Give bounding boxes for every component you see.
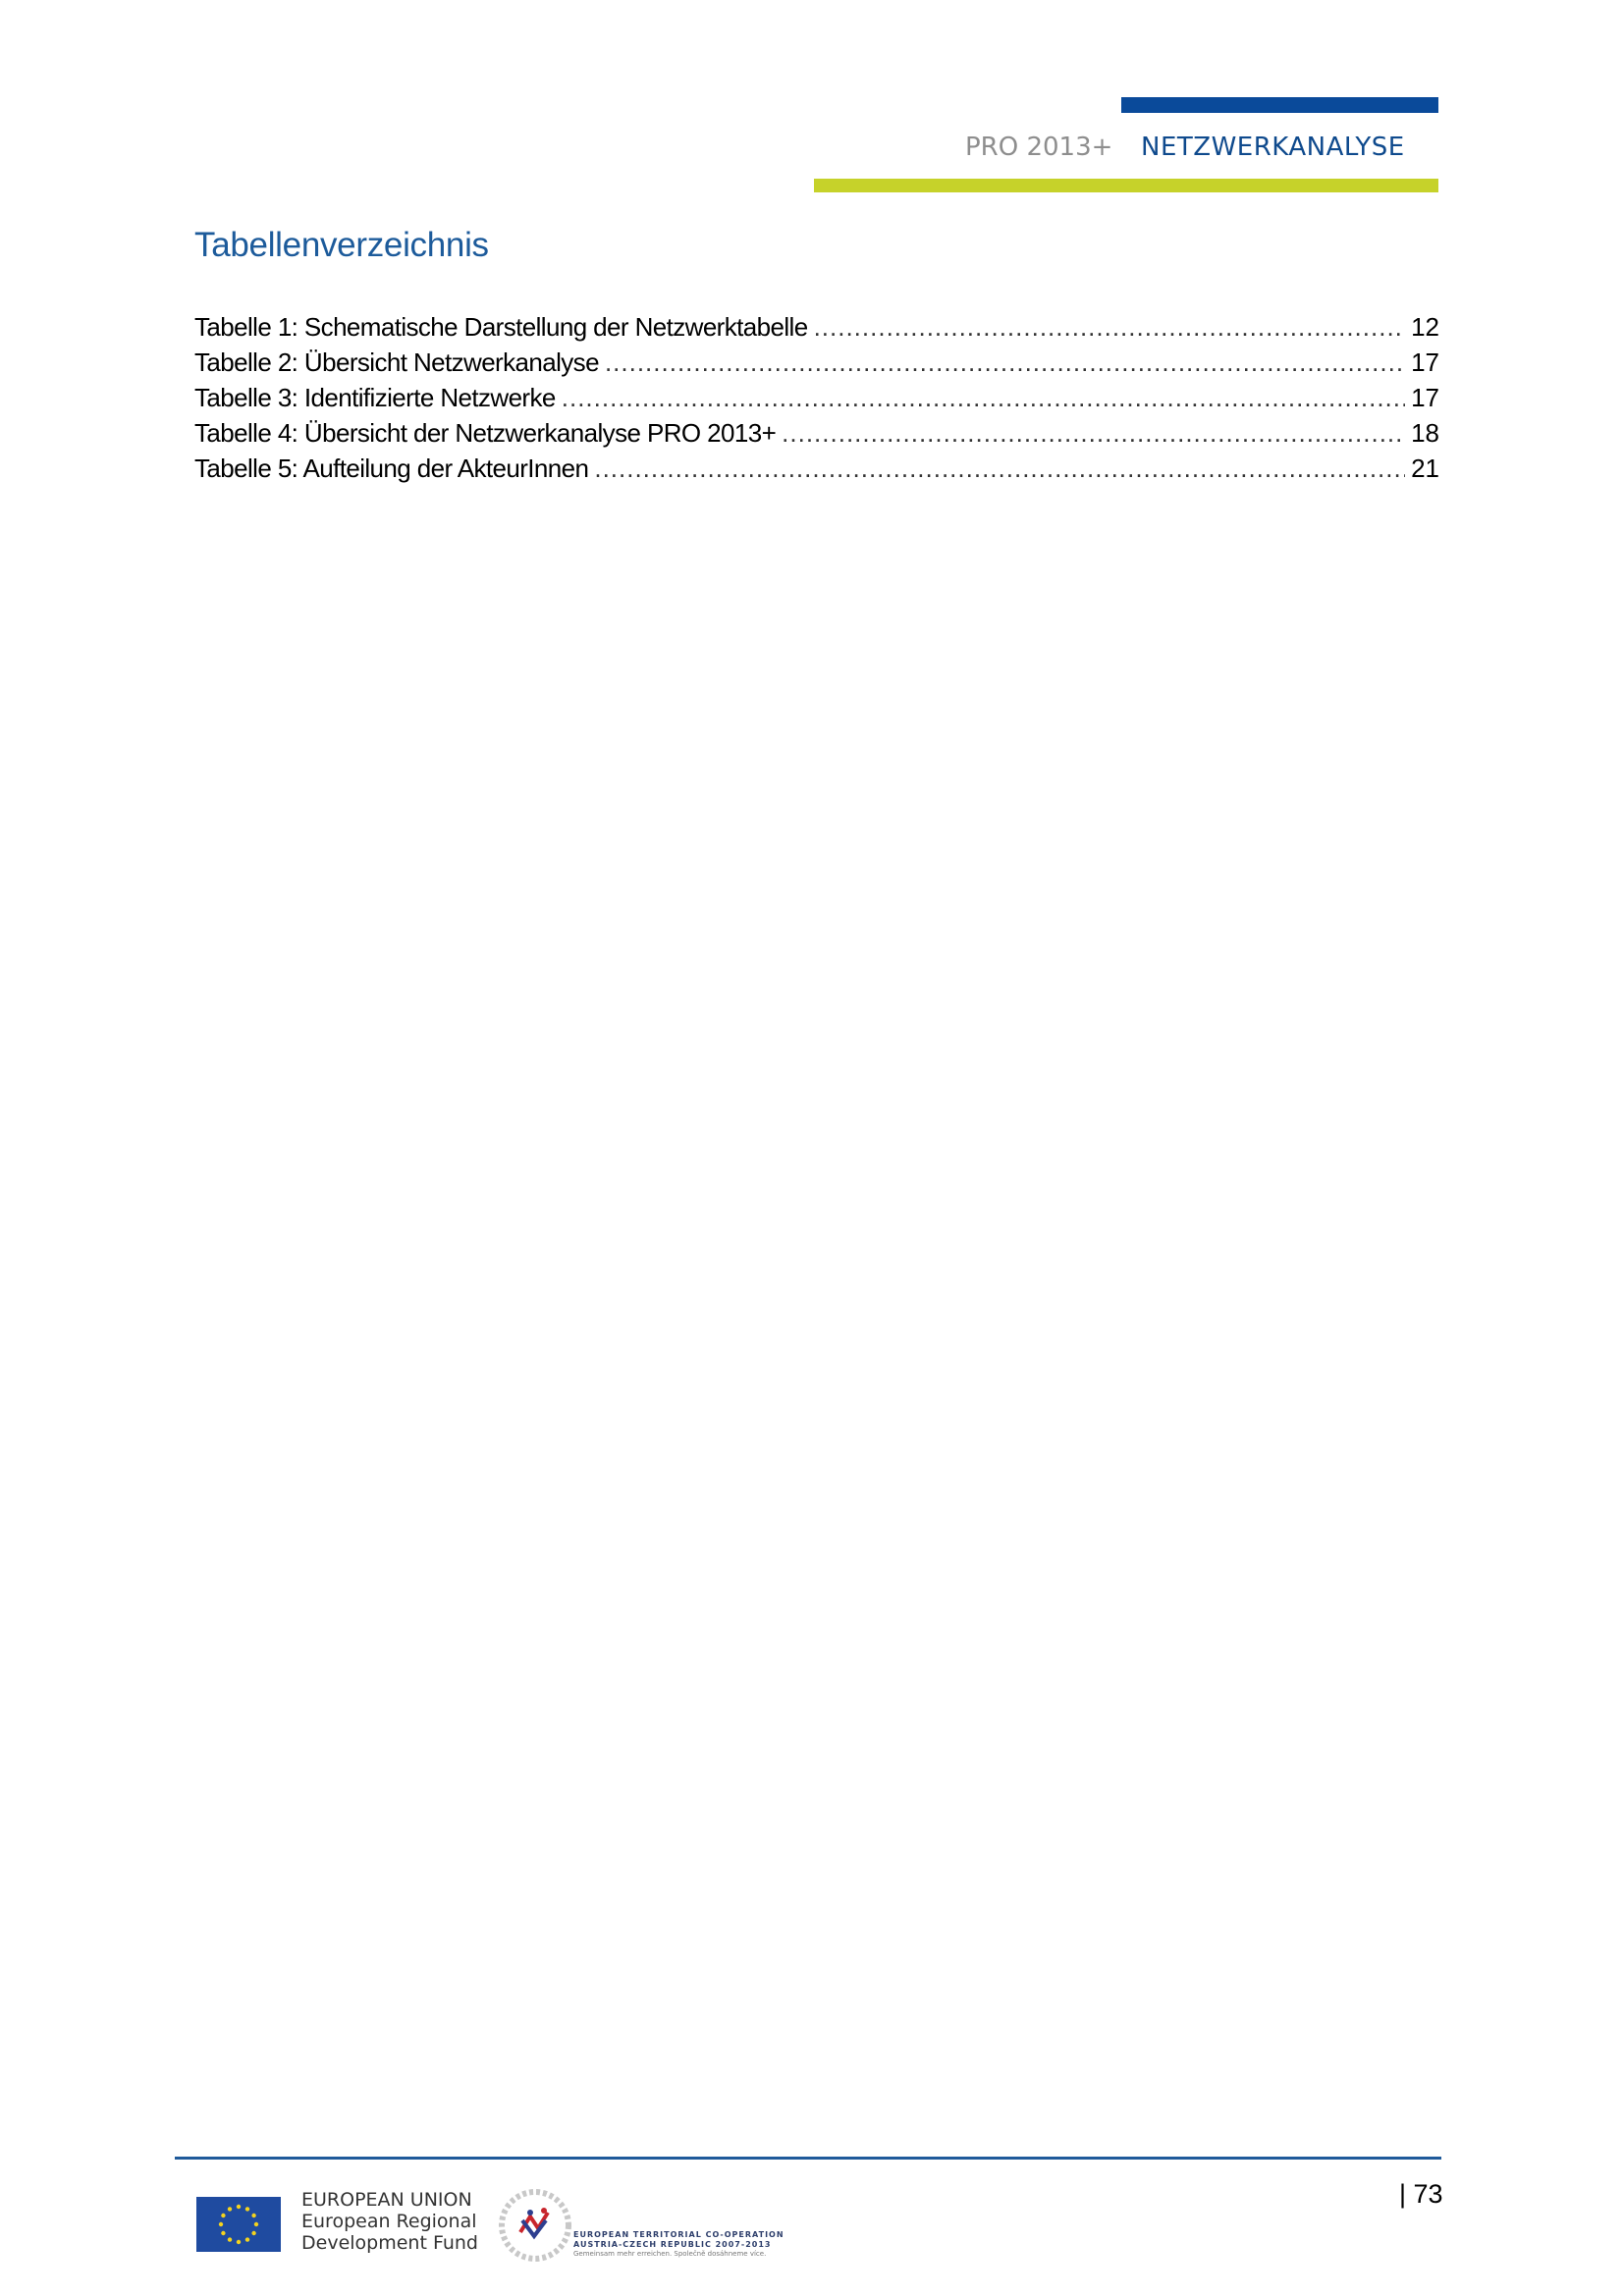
toc-entry-label: Tabelle 5: Aufteilung der AkteurInnen bbox=[194, 454, 589, 483]
toc-leader-dots bbox=[562, 383, 1405, 412]
toc-leader-dots bbox=[782, 418, 1405, 448]
toc-entry-page: 17 bbox=[1411, 347, 1439, 377]
toc-entry-2[interactable] bbox=[194, 342, 1439, 377]
toc-entry-label: Tabelle 1: Schematische Darstellung der Netzwerktabelle bbox=[194, 312, 808, 342]
running-header bbox=[962, 130, 1404, 169]
header-blue-bar bbox=[1121, 97, 1438, 113]
footer-rule bbox=[175, 2157, 1441, 2160]
header-project-label: PRO 2013+ bbox=[965, 133, 1113, 162]
eu-line-2: European Regional bbox=[301, 2211, 477, 2232]
cooperation-logo-icon bbox=[491, 2181, 579, 2269]
page-number: | 73 bbox=[1399, 2179, 1443, 2209]
toc-entry-label: Tabelle 4: Übersicht der Netzwerkanalyse PRO 2013+ bbox=[194, 418, 777, 448]
eu-logo-text bbox=[301, 2189, 478, 2254]
cooperation-logo-text bbox=[573, 2230, 784, 2259]
cooperation-line-2: AUSTRIA-CZECH REPUBLIC 2007-2013 bbox=[573, 2240, 772, 2249]
eu-line-1: EUROPEAN UNION bbox=[301, 2189, 472, 2211]
header-green-bar bbox=[814, 179, 1438, 192]
toc-entry-5[interactable] bbox=[194, 448, 1439, 483]
toc-entry-page: 18 bbox=[1411, 418, 1439, 448]
toc-entry-label: Tabelle 2: Übersicht Netzwerkanalyse bbox=[194, 347, 599, 377]
toc-entry-1[interactable] bbox=[194, 306, 1439, 342]
eu-line-3: Development Fund bbox=[301, 2232, 478, 2254]
toc-entry-page: 21 bbox=[1411, 454, 1439, 483]
toc-leader-dots bbox=[605, 347, 1405, 377]
toc-entry-3[interactable] bbox=[194, 377, 1439, 412]
toc-entry-label: Tabelle 3: Identifizierte Netzwerke bbox=[194, 383, 556, 412]
toc-heading: Tabellenverzeichnis bbox=[194, 226, 489, 264]
header-title: NETZWERKANALYSE bbox=[1141, 133, 1405, 162]
eu-flag-icon bbox=[196, 2197, 281, 2252]
cooperation-line-3: Gemeinsam mehr erreichen. Společně dosáhneme více. bbox=[573, 2250, 767, 2258]
toc-entry-page: 12 bbox=[1411, 312, 1439, 342]
toc-leader-dots bbox=[814, 312, 1406, 342]
toc-list bbox=[194, 306, 1439, 483]
toc-entry-page: 17 bbox=[1411, 383, 1439, 412]
toc-entry-4[interactable] bbox=[194, 412, 1439, 448]
toc-leader-dots bbox=[594, 454, 1405, 483]
cooperation-line-1: EUROPEAN TERRITORIAL CO-OPERATION bbox=[573, 2230, 784, 2239]
